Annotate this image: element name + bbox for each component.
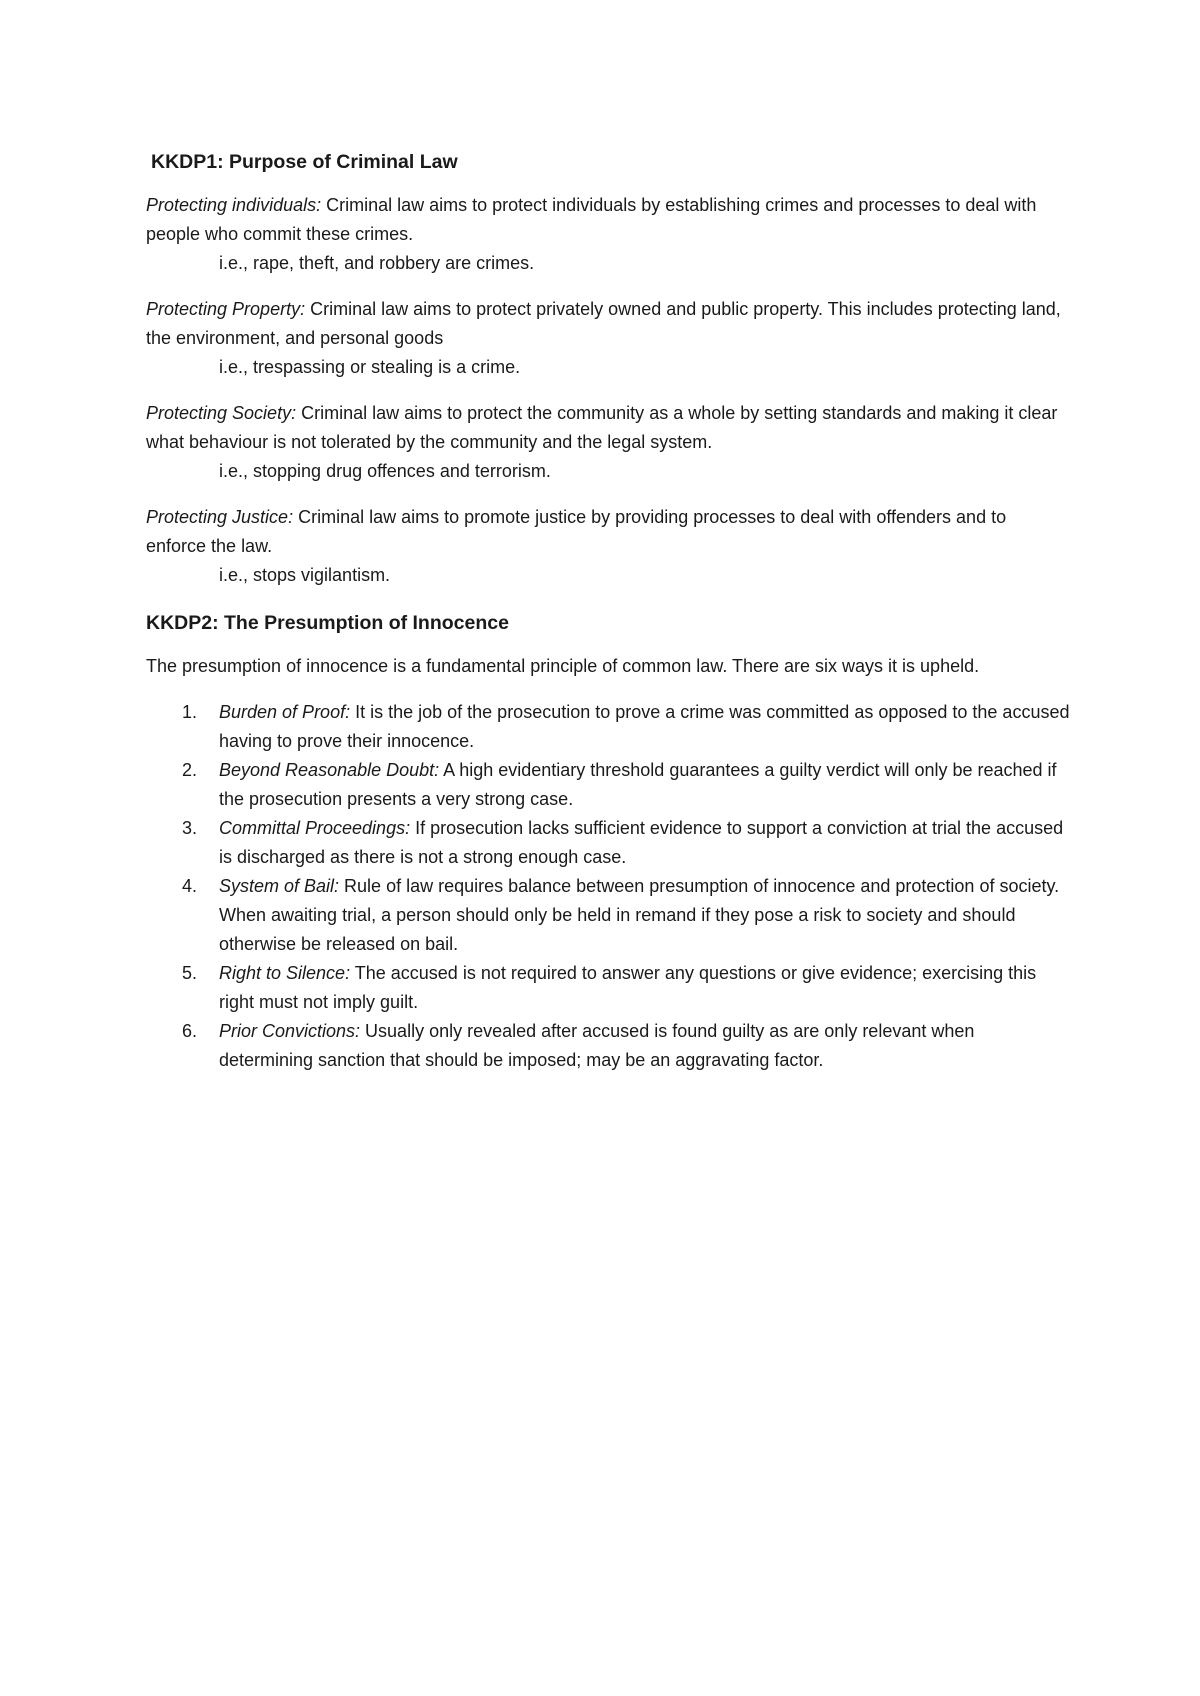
list-item-number: 5. [182,963,198,983]
purpose-text: Criminal law aims to promote justice by providing processes to deal with offenders and to enforce the law. [146,507,1007,556]
purpose-paragraph [146,399,1070,457]
list-item-term: System of Bail: [219,876,340,896]
list-item-term: Committal Proceedings: [219,818,411,838]
purpose-paragraph [146,503,1070,561]
section-1-heading: KKDP1: Purpose of Criminal Law [151,151,458,173]
list-item-text: If prosecution lacks sufficient evidence to support a conviction at trial the accused is discharged as there is not a strong enough case. [219,818,1064,867]
purpose-term: Protecting individuals: [146,195,322,215]
list-item-text: The accused is not required to answer any questions or give evidence; exercising this right must not imply guilt. [219,963,1037,1012]
list-item-number: 4. [182,876,198,896]
list-item-number: 1. [182,702,198,722]
purpose-term: Protecting Justice: [146,507,294,527]
purpose-example: i.e., stops vigilantism. [219,565,391,585]
purpose-block-society [146,399,1070,486]
list-item [146,872,1070,959]
list-item-term: Beyond Reasonable Doubt: [219,760,440,780]
list-item-term: Burden of Proof: [219,702,351,722]
list-item [146,814,1070,872]
purpose-term: Protecting Society: [146,403,297,423]
list-item-text: Usually only revealed after accused is found guilty as are only relevant when determining sanction that should be imposed; may be an aggravating factor. [219,1021,975,1070]
list-item [146,1017,1070,1075]
list-item-text: Rule of law requires balance between presumption of innocence and protection of society. When awaiting trial, a person should only be held in remand if they pose a risk to society and should otherwise be released on bail. [219,876,1060,954]
purpose-block-property [146,295,1070,382]
purpose-text: Criminal law aims to protect privately owned and public property. This includes protecting land, the environment, and personal goods [146,299,1061,348]
presumption-list [146,698,1070,1075]
purpose-term: Protecting Property: [146,299,306,319]
list-item-number: 3. [182,818,198,838]
section-2-heading: KKDP2: The Presumption of Innocence [146,612,509,634]
purpose-example: i.e., trespassing or stealing is a crime. [219,357,521,377]
list-item-term: Right to Silence: [219,963,351,983]
purpose-example: i.e., rape, theft, and robbery are crimes. [219,253,535,273]
list-item-number: 6. [182,1021,198,1041]
purpose-block-justice [146,503,1070,590]
list-item-text: It is the job of the prosecution to prove a crime was committed as opposed to the accused having to prove their innocence. [219,702,1070,751]
list-item-text: A high evidentiary threshold guarantees a guilty verdict will only be reached if the prosecution presents a very strong case. [219,760,1057,809]
list-item [146,756,1070,814]
purpose-paragraph [146,295,1070,353]
purpose-example: i.e., stopping drug offences and terrorism. [219,461,551,481]
purpose-paragraph [146,191,1070,249]
purpose-block-individuals [146,191,1070,278]
purpose-text: Criminal law aims to protect individuals by establishing crimes and processes to deal with people who commit these crimes. [146,195,1037,244]
list-item [146,959,1070,1017]
list-item-term: Prior Convictions: [219,1021,361,1041]
list-item-number: 2. [182,760,198,780]
list-item [146,698,1070,756]
section-2-intro: The presumption of innocence is a fundamental principle of common law. There are six ways it is upheld. [146,656,980,676]
purpose-text: Criminal law aims to protect the community as a whole by setting standards and making it clear what behaviour is not tolerated by the community and the legal system. [146,403,1058,452]
